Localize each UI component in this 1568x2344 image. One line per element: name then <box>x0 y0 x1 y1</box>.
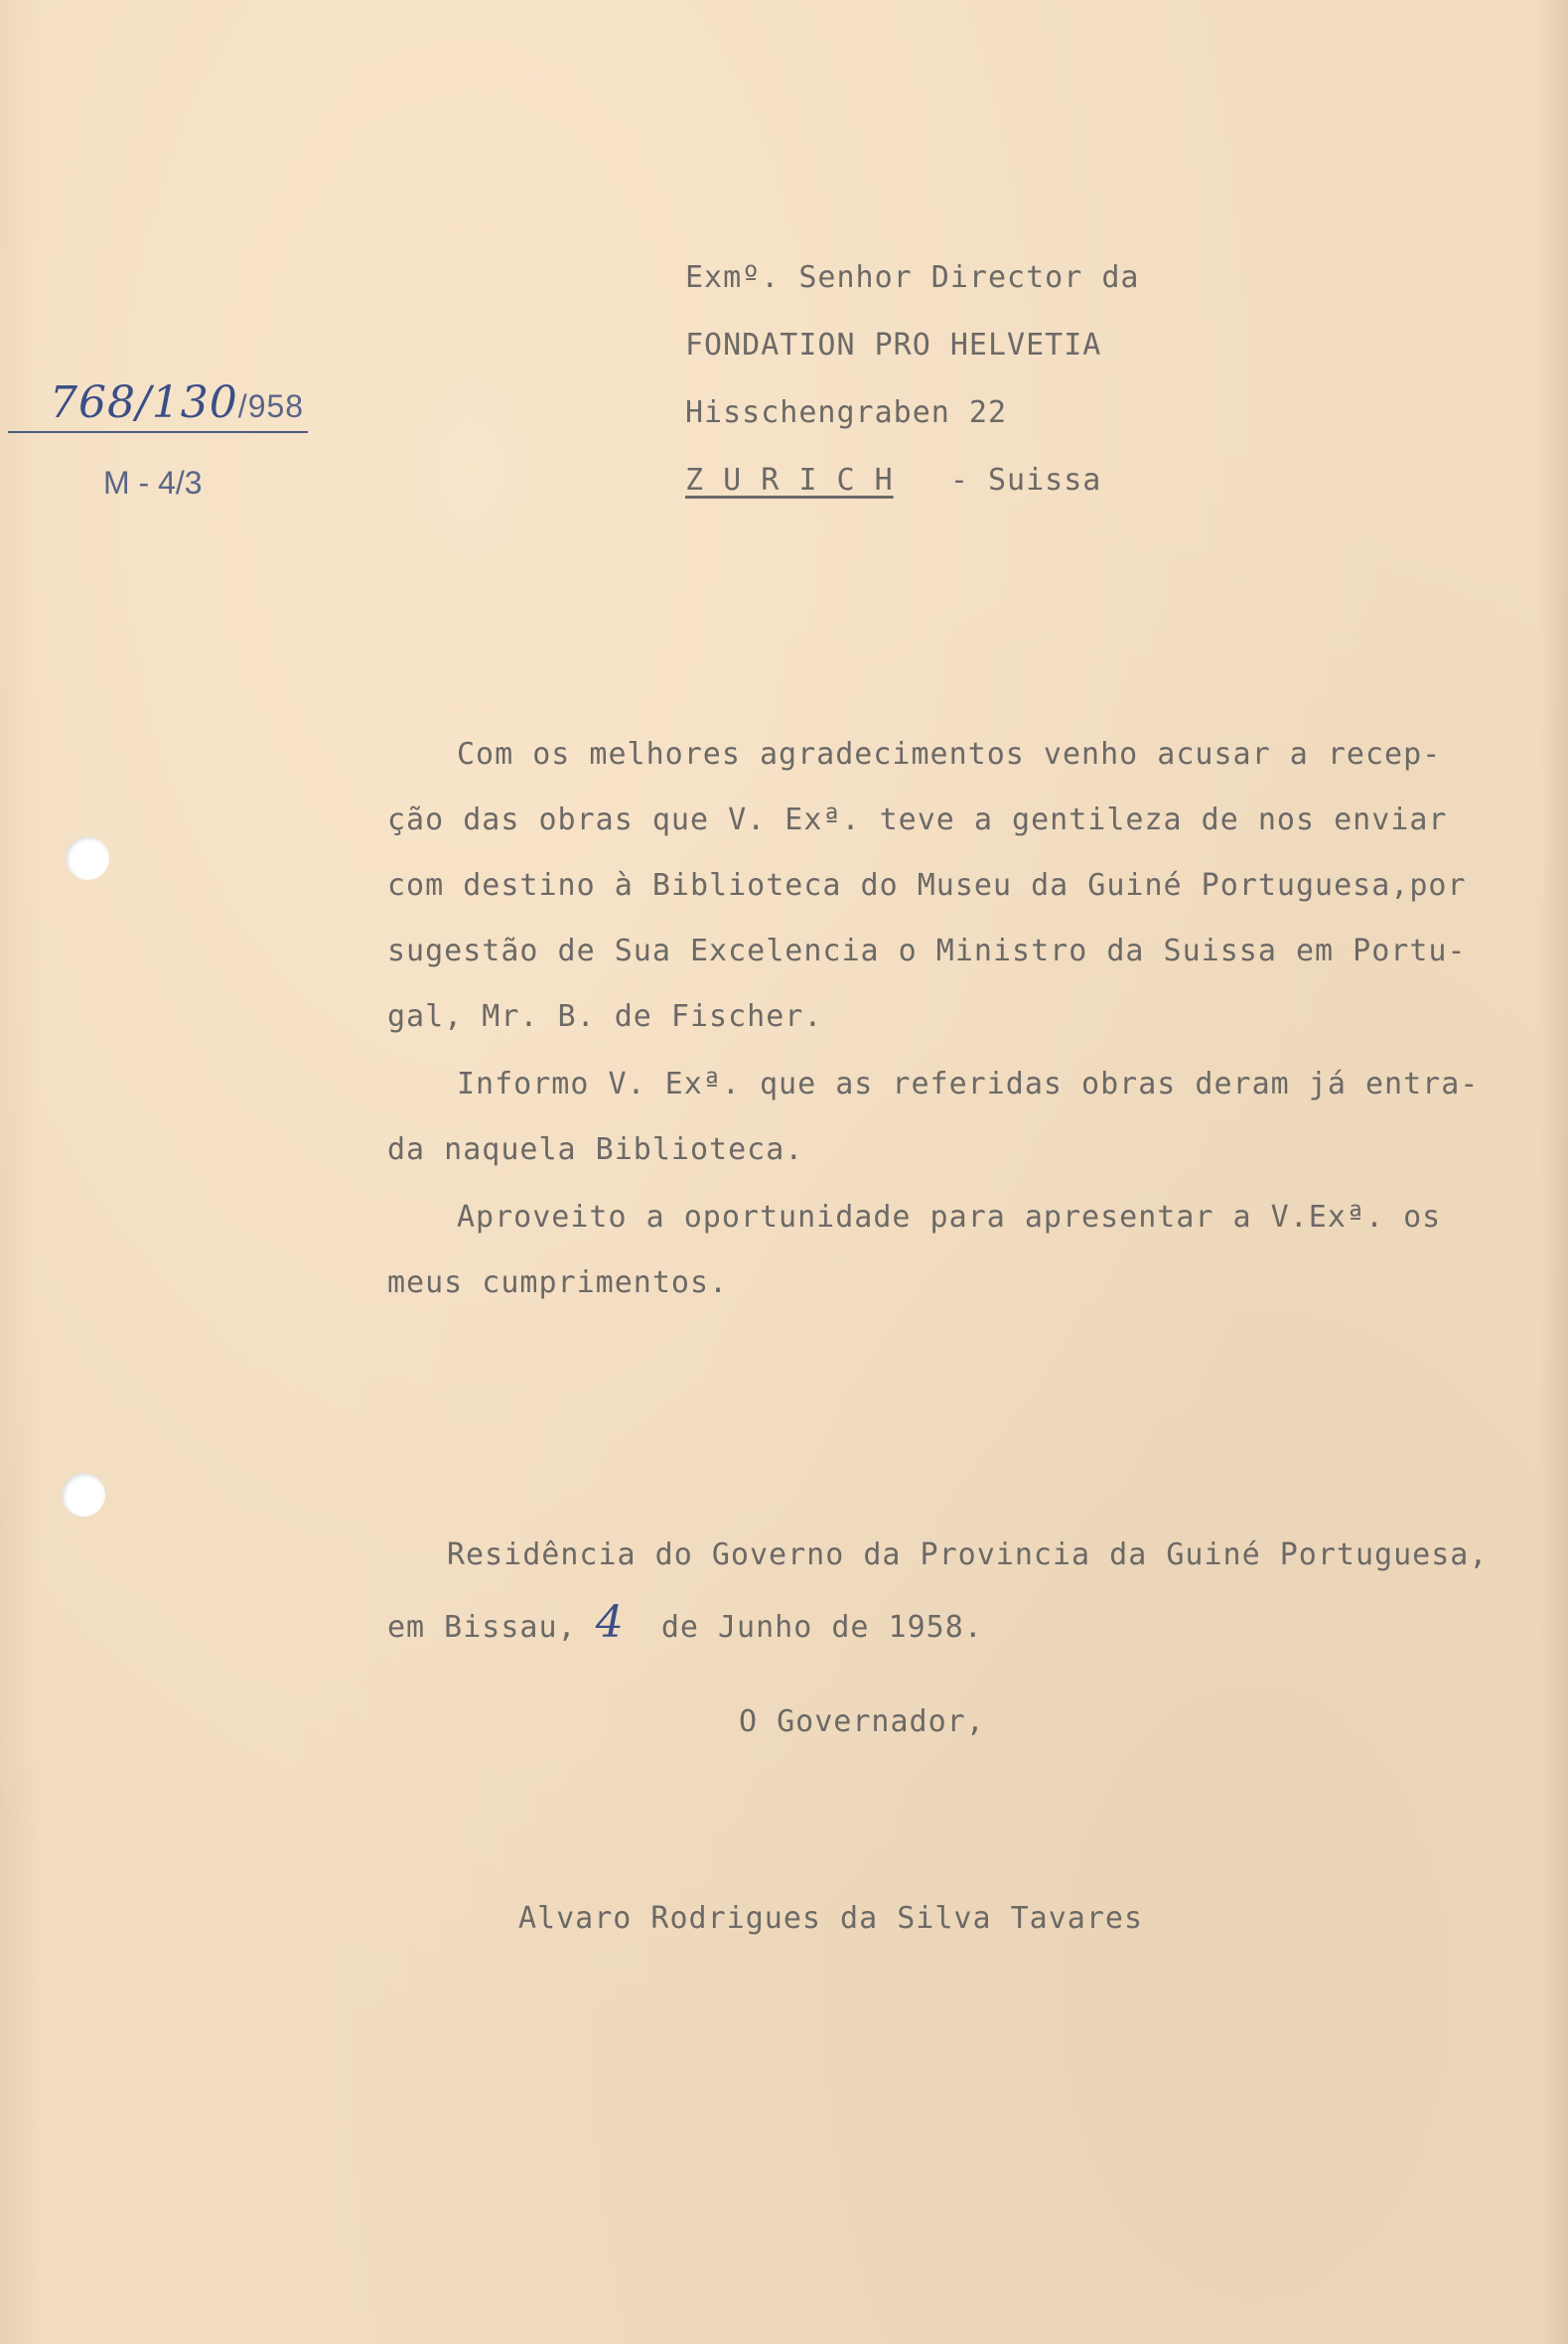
body-p3-line-2: meus cumprimentos. <box>387 1265 729 1300</box>
punch-hole-bottom <box>62 1473 105 1517</box>
address-line-3: Hisschengraben 22 <box>685 395 1008 430</box>
punch-hole-top <box>66 836 109 880</box>
reference-underline <box>8 431 308 433</box>
closing-date-line <box>387 1597 983 1648</box>
closing-place-line: Residência do Governo da Provincia da Guiné Portuguesa, <box>447 1538 1489 1572</box>
body-p1-line-4: sugestão de Sua Excelencia o Ministro da Suissa em Portu- <box>387 934 1467 968</box>
reference-year: /958 <box>237 388 305 424</box>
address-city-line <box>685 463 1101 498</box>
body-p1-line-5: gal, Mr. B. de Fischer. <box>387 999 823 1034</box>
body-p1-line-1: Com os melhores agradecimentos venho acusar a recep- <box>457 737 1442 772</box>
closing-title: O Governador, <box>739 1704 985 1739</box>
body-p3-line-1: Aproveito a oportunidade para apresentar a V.Exª. os <box>457 1200 1442 1235</box>
address-line-2: FONDATION PRO HELVETIA <box>685 328 1102 363</box>
date-prefix: em Bissau, <box>387 1610 577 1645</box>
reference-subcode: M - 4/3 <box>103 465 203 501</box>
date-suffix: de Junho de 1958. <box>660 1610 983 1645</box>
body-p2-line-2: da naquela Biblioteca. <box>387 1132 804 1167</box>
reference-number <box>50 377 304 428</box>
reference-number-value: 768/130 <box>50 377 238 428</box>
signatory-name: Alvaro Rodrigues da Silva Tavares <box>518 1901 1144 1936</box>
body-p1-line-2: ção das obras que V. Exª. teve a gentileza de nos enviar <box>387 803 1448 837</box>
body-p1-line-3: com destino à Biblioteca do Museu da Guiné Portuguesa,por <box>387 868 1467 903</box>
body-p2-line-1: Informo V. Exª. que as referidas obras deram já entra- <box>457 1067 1480 1101</box>
address-country: - Suissa <box>949 463 1102 498</box>
date-day-handwritten: 4 <box>595 1597 624 1648</box>
address-city: Z U R I C H <box>685 463 894 498</box>
address-line-1: Exmº. Senhor Director da <box>685 260 1140 295</box>
